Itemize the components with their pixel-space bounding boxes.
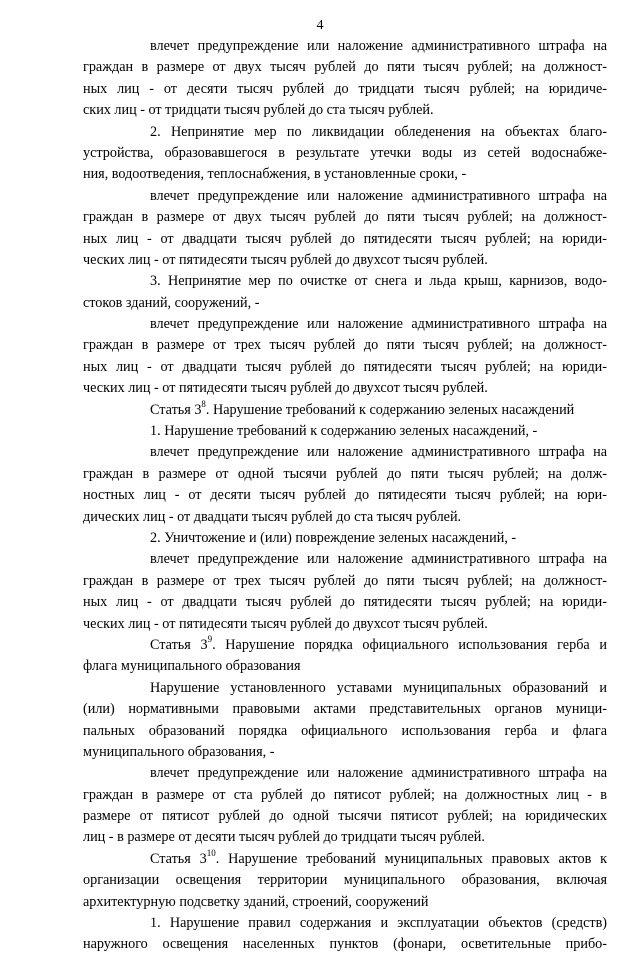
text-line bbox=[83, 699, 607, 720]
text-line bbox=[83, 827, 607, 848]
text-line-content: граждан в размере от одной тысячи рублей до пяти тысяч рублей; на долж- bbox=[83, 465, 607, 482]
text-line-content: Статья 3 bbox=[150, 850, 207, 867]
text-line-content: 3. Непринятие мер по очистке от снега и льда крыш, карнизов, водо- bbox=[150, 273, 607, 290]
text-line-content: архитектурную подсветку зданий, строений, сооружений bbox=[83, 893, 429, 910]
text-line-content: организации освещения территории муниципального образования, включая bbox=[83, 872, 607, 889]
text-line-content: 1. Нарушение правил содержания и эксплуатации объектов (средств) bbox=[150, 915, 607, 932]
page-number: 4 bbox=[316, 18, 324, 33]
text-line-content: ских лиц - от тридцати тысяч рублей до ста тысяч рублей. bbox=[83, 102, 434, 119]
document-body bbox=[83, 36, 607, 956]
text-line-content: граждан в размере от двух тысяч рублей до пяти тысяч рублей; на должност- bbox=[83, 209, 607, 226]
text-line bbox=[83, 293, 607, 314]
text-line bbox=[83, 934, 607, 955]
text-line bbox=[83, 250, 607, 271]
text-line bbox=[83, 229, 607, 250]
text-line-content: ния, водоотведения, теплоснабжения, в установленные сроки, - bbox=[83, 166, 467, 183]
article-superscript: 9 bbox=[207, 634, 213, 645]
article-title-text: . Нарушение требований муниципальных правовых актов к bbox=[215, 850, 608, 867]
text-line bbox=[83, 100, 607, 121]
text-line-content: ческих лиц - от пятидесяти тысяч рублей до двухсот тысяч рублей. bbox=[83, 380, 488, 397]
text-line bbox=[83, 271, 607, 292]
text-line-content: 2. Непринятие мер по ликвидации обледенения на объектах благо- bbox=[150, 123, 607, 140]
text-line bbox=[83, 678, 607, 699]
text-line-content: ческих лиц - от пятидесяти тысяч рублей до двухсот тысяч рублей. bbox=[83, 251, 488, 268]
article-title-text: . Нарушение требований к содержанию зеленых насаждений bbox=[205, 401, 575, 418]
text-line-content: влечет предупреждение или наложение административного штрафа на bbox=[150, 444, 607, 461]
text-line bbox=[83, 357, 607, 378]
text-line bbox=[83, 528, 607, 549]
text-line-content: муниципального образования, - bbox=[83, 743, 275, 760]
text-line bbox=[83, 785, 607, 806]
text-line bbox=[83, 507, 607, 528]
text-line bbox=[83, 400, 607, 421]
text-line-content: флага муниципального образования bbox=[83, 658, 301, 675]
text-line bbox=[83, 464, 607, 485]
text-line-content: дических лиц - от двадцати тысяч рублей до ста тысяч рублей. bbox=[83, 508, 462, 525]
text-line bbox=[83, 721, 607, 742]
text-line bbox=[83, 314, 607, 335]
text-line bbox=[83, 635, 607, 656]
text-line bbox=[83, 656, 607, 677]
text-line bbox=[83, 57, 607, 78]
text-line bbox=[83, 485, 607, 506]
text-line-content: ных лиц - от двадцати тысяч рублей до пятидесяти тысяч рублей; на юриди- bbox=[83, 230, 607, 247]
text-line bbox=[83, 143, 607, 164]
text-line-content: лиц - в размере от десяти тысяч рублей до тридцати тысяч рублей. bbox=[83, 829, 485, 846]
text-line-content: 1. Нарушение требований к содержанию зеленых насаждений, - bbox=[150, 423, 538, 440]
text-line-content: ных лиц - от десяти тысяч рублей до тридцати тысяч рублей; на юридиче- bbox=[83, 80, 607, 97]
text-line-content: граждан в размере от трех тысяч рублей до пяти тысяч рублей; на должност- bbox=[83, 572, 607, 589]
text-line bbox=[83, 186, 607, 207]
text-line bbox=[83, 571, 607, 592]
text-line-content: Нарушение установленного уставами муниципальных образований и bbox=[150, 679, 607, 696]
text-line-content: размере от пятисот рублей до одной тысячи пятисот рублей; на юридических bbox=[83, 808, 607, 825]
text-line-content: устройства, образовавшегося в результате утечки воды из сетей водоснабже- bbox=[83, 144, 607, 161]
text-line bbox=[83, 122, 607, 143]
text-line bbox=[83, 913, 607, 934]
text-line-content: влечет предупреждение или наложение административного штрафа на bbox=[150, 38, 607, 54]
text-line-content: влечет предупреждение или наложение административного штрафа на bbox=[150, 551, 607, 568]
text-line-content: ческих лиц - от пятидесяти тысяч рублей до двухсот тысяч рублей. bbox=[83, 615, 488, 632]
article-title-text: . Нарушение порядка официального использования герба и bbox=[212, 636, 607, 653]
text-line-content: граждан в размере от трех тысяч рублей до пяти тысяч рублей; на должност- bbox=[83, 337, 607, 354]
text-line-content: Статья 3 bbox=[150, 636, 208, 653]
text-line-content: пальных образований порядка официального использования герба и флага bbox=[83, 722, 607, 739]
text-line bbox=[83, 378, 607, 399]
article-superscript: 8 bbox=[201, 398, 206, 409]
text-line-content: ных лиц - от двадцати тысяч рублей до пятидесяти тысяч рублей; на юриди- bbox=[83, 594, 607, 611]
text-line bbox=[83, 36, 607, 57]
text-line bbox=[83, 207, 607, 228]
text-line-content: (или) нормативными правовыми актами представительных органов муници- bbox=[83, 701, 607, 718]
text-line-content: влечет предупреждение или наложение административного штрафа на bbox=[150, 187, 607, 204]
text-line bbox=[83, 870, 607, 891]
text-line bbox=[83, 614, 607, 635]
text-line bbox=[83, 79, 607, 100]
text-line-content: 2. Уничтожение и (или) повреждение зеленых насаждений, - bbox=[150, 529, 517, 546]
article-superscript: 10 bbox=[206, 848, 216, 859]
text-line-content: граждан в размере от ста рублей до пятисот рублей; на должностных лиц - в bbox=[83, 786, 607, 803]
text-line-content: стоков зданий, сооружений, - bbox=[83, 294, 260, 311]
text-line bbox=[83, 549, 607, 570]
text-line bbox=[83, 335, 607, 356]
text-line bbox=[83, 742, 607, 763]
text-line-content: наружного освещения населенных пунктов (фонари, осветительные прибо- bbox=[83, 936, 607, 953]
text-line bbox=[83, 849, 607, 870]
text-line bbox=[83, 442, 607, 463]
text-line bbox=[83, 892, 607, 913]
text-line-content: ных лиц - от двадцати тысяч рублей до пятидесяти тысяч рублей; на юриди- bbox=[83, 358, 607, 375]
text-line bbox=[83, 421, 607, 442]
text-line-content: ностных лиц - от десяти тысяч рублей до пятидесяти тысяч рублей; на юри- bbox=[83, 487, 607, 504]
text-line bbox=[83, 806, 607, 827]
text-line bbox=[83, 592, 607, 613]
text-line-content: Статья 3 bbox=[150, 401, 202, 418]
text-line-content: граждан в размере от двух тысяч рублей до пяти тысяч рублей; на должност- bbox=[83, 59, 607, 76]
text-line-content: влечет предупреждение или наложение административного штрафа на bbox=[150, 765, 607, 782]
text-line bbox=[83, 164, 607, 185]
text-line bbox=[83, 763, 607, 784]
text-line-content: влечет предупреждение или наложение административного штрафа на bbox=[150, 316, 607, 333]
